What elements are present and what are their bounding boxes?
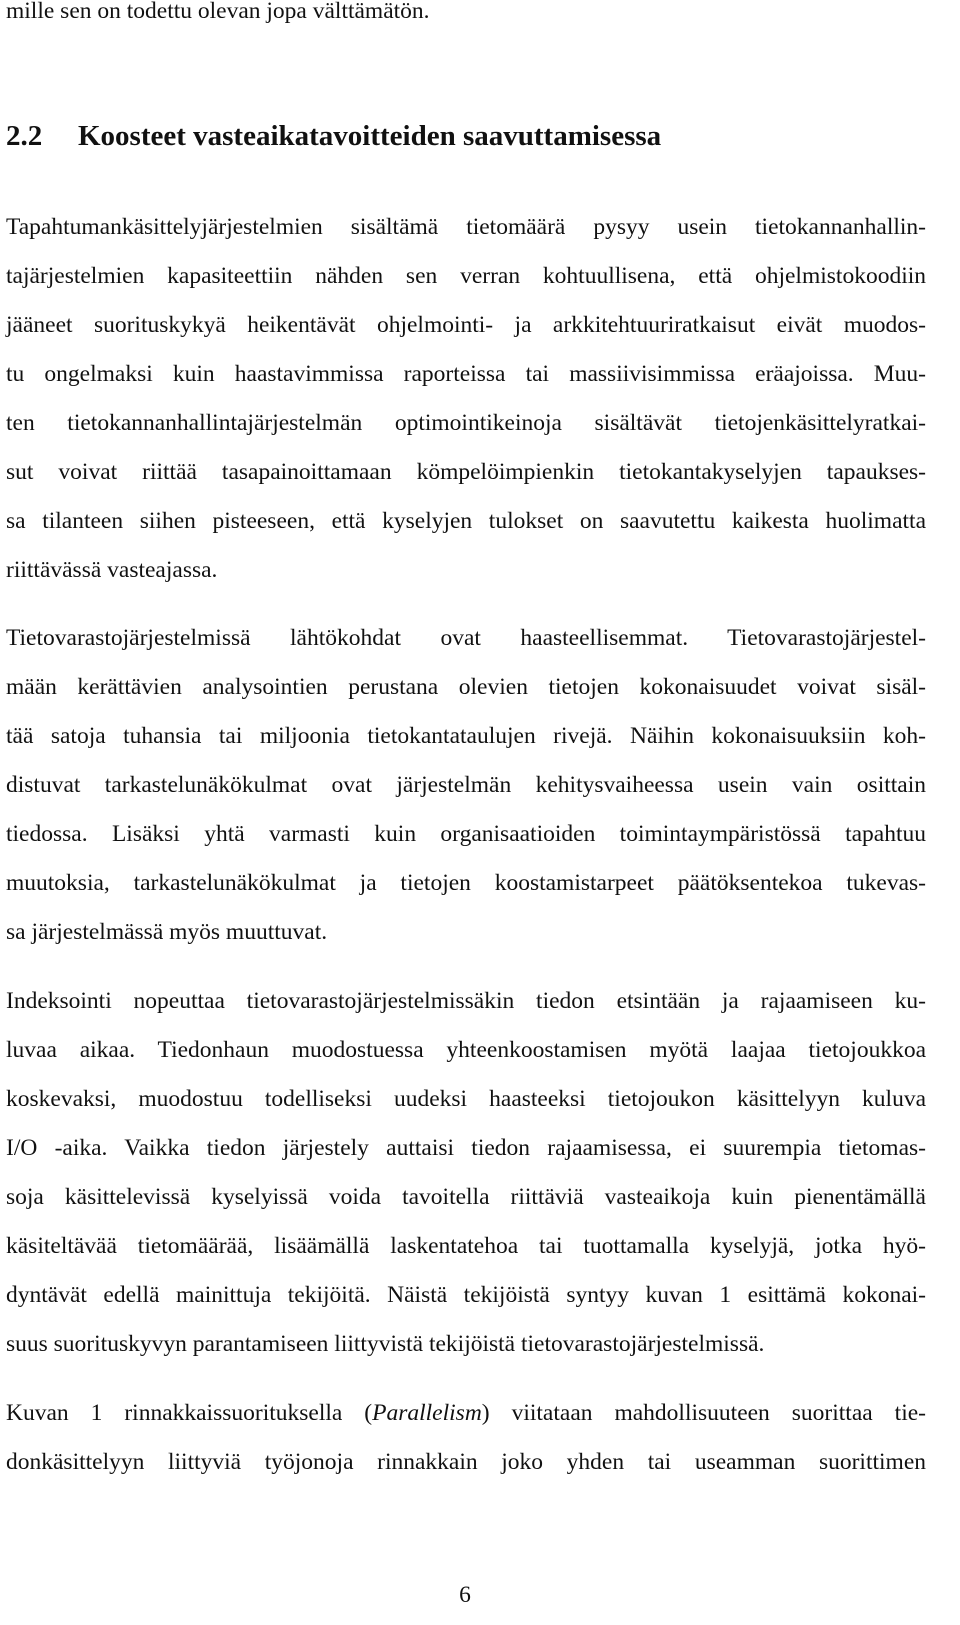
text-line: dyntävät edellä mainittuja tekijöitä. Näistä tekijöistä syntyy kuvan 1 esittämä kokonai- <box>6 1282 926 1308</box>
text-line: sa tilanteen siihen pisteeseen, että kyselyjen tulokset on saavutettu kaikesta huolimatta <box>6 508 926 534</box>
text-line: sa järjestelmässä myös muuttuvat. <box>6 919 328 945</box>
previous-paragraph-tail: mille sen on todettu olevan jopa välttämätön. <box>6 0 430 24</box>
text-line: sut voivat riittää tasapainoittamaan kömpelöimpienkin tietokantakyselyjen tapaukses- <box>6 459 926 485</box>
section-title: Koosteet vasteaikatavoitteiden saavuttamisessa <box>78 120 662 152</box>
text-line: Tietovarastojärjestelmissä lähtökohdat ovat haasteellisemmat. Tietovarastojärjestel- <box>6 625 926 651</box>
text-line: mään kerättävien analysointien perustana olevien tietojen kokonaisuudet voivat sisäl- <box>6 674 926 700</box>
text-line: jääneet suorituskykyä heikentävät ohjelmointi- ja arkkitehtuuriratkaisut eivät muodos- <box>6 312 926 338</box>
text-line: donkäsittelyyn liittyviä työjonoja rinnakkain joko yhden tai useamman suorittimen <box>6 1449 926 1475</box>
text-line <box>6 1398 926 1428</box>
text-line: Tapahtumankäsittelyjärjestelmien sisältämä tietomäärä pysyy usein tietokannanhallin- <box>6 214 926 240</box>
page-number: 6 <box>459 1582 471 1608</box>
text-line: tää satoja tuhansia tai miljoonia tietokantataulujen rivejä. Näihin kokonaisuuksiin koh- <box>6 723 926 749</box>
text-line: soja käsittelevissä kyselyissä voida tavoitella riittäviä vasteaikoja kuin pienentämällä <box>6 1184 926 1210</box>
text-line: muutoksia, tarkastelunäkökulmat ja tietojen koostamistarpeet päätöksentekoa tukevas- <box>6 870 926 896</box>
text-line: koskevaksi, muodostuu todelliseksi uudeksi haasteeksi tietojoukon käsittelyyn kuluva <box>6 1086 926 1112</box>
text-line: distuvat tarkastelunäkökulmat ovat järjestelmän kehitysvaiheessa usein vain osittain <box>6 772 926 798</box>
text-line: riittävässä vasteajassa. <box>6 557 218 583</box>
text-run: Kuvan 1 rinnakkaissuorituksella ( <box>6 1400 373 1426</box>
text-run: ) viitataan mahdollisuuteen suorittaa tie- <box>481 1400 926 1426</box>
section-heading <box>6 118 661 154</box>
text-line: suus suorituskyvyn parantamiseen liittyvistä tekijöistä tietovarastojärjestelmissä. <box>6 1331 765 1357</box>
text-line: Indeksointi nopeuttaa tietovarastojärjestelmissäkin tiedon etsintään ja rajaamiseen ku- <box>6 988 926 1014</box>
text-line: tiedossa. Lisäksi yhtä varmasti kuin organisaatioiden toimintaympäristössä tapahtuu <box>6 821 926 847</box>
text-line: I/O -aika. Vaikka tiedon järjestely auttaisi tiedon rajaamisessa, ei suurempia tietomas- <box>6 1135 926 1161</box>
text-line: luvaa aikaa. Tiedonhaun muodostuessa yhteenkoostamisen myötä laajaa tietojoukkoa <box>6 1037 926 1063</box>
text-line: tajärjestelmien kapasiteettiin nähden sen verran kohtuullisena, että ohjelmistokoodiin <box>6 263 926 289</box>
text-line: käsiteltävää tietomäärää, lisäämällä laskentatehoa tai tuottamalla kyselyjä, jotka hyö- <box>6 1233 926 1259</box>
section-number: 2.2 <box>6 120 43 152</box>
text-line: ten tietokannanhallintajärjestelmän optimointikeinoja sisältävät tietojenkäsittelyratkai- <box>6 410 926 436</box>
italic-term: Parallelism <box>372 1400 482 1426</box>
text-line: tu ongelmaksi kuin haastavimmissa raporteissa tai massiivisimmissa eräajoissa. Muu- <box>6 361 926 387</box>
